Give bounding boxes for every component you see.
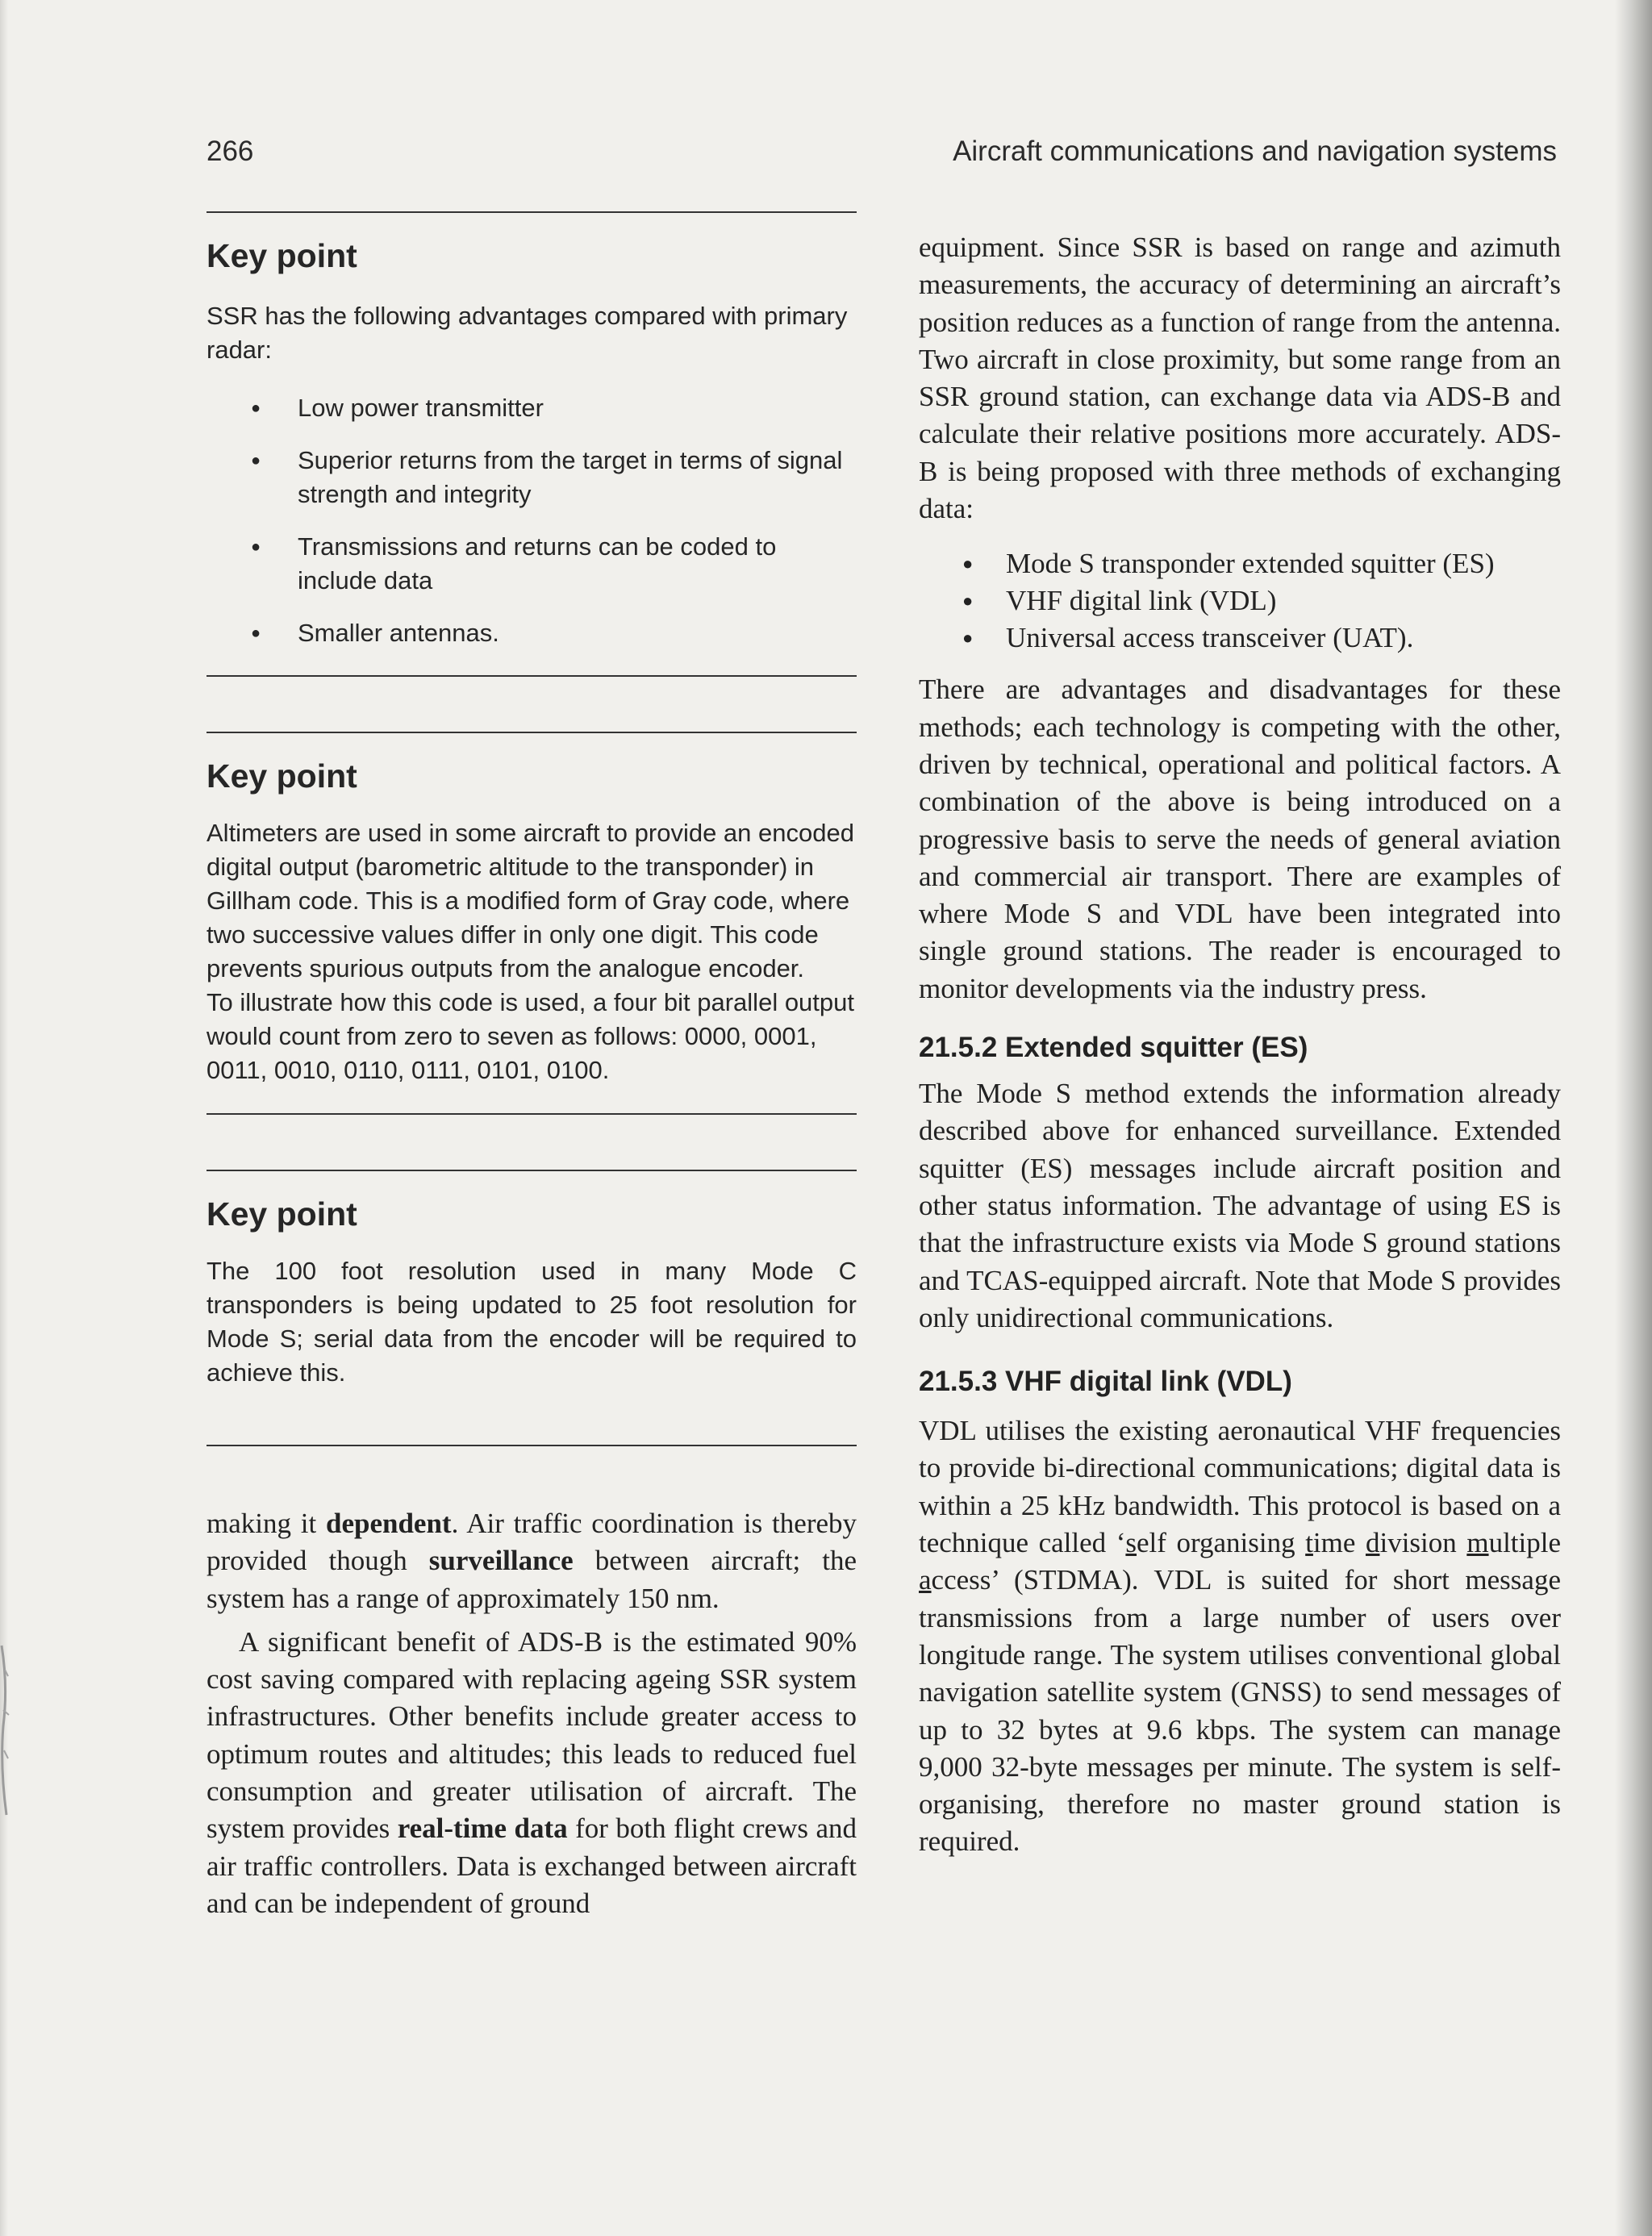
body-paragraph [206, 1624, 857, 1922]
key-point-title: Key point [206, 757, 357, 795]
key-point-text-2: To illustrate how this code is used, a four bit parallel output would count from zero to seven as follows: 0000, 0001, 0011, 0010, 0110, 0111, 0101, 0100. [206, 988, 855, 1084]
text-run: between aircraft; the system has a range of approximately 150 nm. [206, 1545, 857, 1614]
running-title: Aircraft communications and navigation systems [953, 136, 1557, 167]
text-run: ccess’ (STDMA). VDL is suited for short message transmissions from a large number of users over longitude range. The system utilises conventional global navigation satellite system (GNSS) to send messages of up to 32 bytes at 9.6 kbps. The system can manage 9,000 32-byte messages per minute. The system is self-organising, therefore no master ground station is required. [919, 1564, 1561, 1858]
body-paragraph: The Mode S method extends the information already described above for enhanced surveillance. Extended squitter (ES) messages include aircraft position and other status information. The advantage of using ES is that the infrastructure exists via Mode S ground stations and TCAS-equipped aircraft. Note that Mode S provides only unidirectional communications. [919, 1078, 1561, 1333]
page-number: 266 [206, 136, 254, 167]
ads-b-methods-list [919, 545, 1561, 657]
key-point-bottom-rule [206, 675, 857, 677]
right-column [919, 229, 1561, 1861]
body-paragraph: equipment. Since SSR is based on range and azimuth measurements, the accuracy of determining an aircraft’s position reduces as a function of range from the antenna. Two aircraft in close proximity, but some range from an SSR ground station, can exchange data via ADS-B and calculate their relative positions more accurately. ADS-B is being proposed with three methods of exchanging data: [919, 232, 1561, 525]
key-point-top-rule [206, 1170, 857, 1171]
key-point-box-1 [206, 211, 857, 677]
list-item: ● Smaller antennas. [206, 616, 857, 650]
left-column [206, 211, 857, 1922]
text-run: VDL utilises the existing aeronautical VHF frequencies to provide bi-directional communications; digital data is within a 25 kHz bandwidth. This protocol is based on a technique called ‘ [919, 1415, 1561, 1559]
key-point-top-rule [206, 732, 857, 733]
key-point-text: Altimeters are used in some aircraft to provide an encoded digital output (barometric altitude to the transponder) in Gillham code. This is a modified form of Gray code, where two successive values differ in only one digit. This code prevents spurious outputs from the analogue encoder. [206, 819, 854, 982]
key-point-box-3 [206, 1170, 857, 1446]
bold-term-surveillance: surveillance [428, 1545, 574, 1577]
key-point-intro: SSR has the following advantages compared with primary radar: [206, 302, 848, 364]
key-point-title: Key point [206, 1195, 357, 1233]
list-item: ● Universal access transceiver (UAT). [919, 619, 1561, 657]
section-heading-extended-squitter: 21.5.2 Extended squitter (ES) [919, 1032, 1308, 1064]
bold-term-real-time-data: real-time data [397, 1813, 568, 1845]
list-item: ● Transmissions and returns can be coded to include data [206, 530, 857, 598]
key-point-title: Key point [206, 237, 357, 274]
key-point-text: The 100 foot resolution used in many Mode C transponders is being updated to 25 foot resolution for Mode S; serial data from the encoder will be required to achieve this. [206, 1257, 857, 1387]
page-left-edge-shadow [0, 0, 8, 2236]
text-run: ivision [1379, 1527, 1467, 1559]
text-run: for both flight crews and air traffic controllers. Data is exchanged between aircraft and can be independent of ground [206, 1813, 857, 1919]
list-item: ● Mode S transponder extended squitter (ES) [919, 545, 1561, 582]
text-run: elf organising [1137, 1527, 1306, 1559]
binding-shadow [1615, 0, 1652, 2236]
text-run: . Air traffic coordination is thereby provided though [206, 1508, 857, 1577]
page-header [206, 136, 1557, 184]
body-paragraph [919, 1412, 1561, 1861]
key-point-bottom-rule [206, 1445, 857, 1446]
underlined-letter: d [1365, 1527, 1380, 1559]
underlined-letter: s [1125, 1527, 1137, 1559]
underlined-letter: a [919, 1564, 932, 1596]
library-stamp-fragment [0, 1637, 11, 1823]
list-item: ● VHF digital link (VDL) [919, 582, 1561, 619]
list-item: ● Low power transmitter [206, 391, 857, 425]
underlined-letter: t [1305, 1527, 1313, 1559]
key-point-top-rule [206, 211, 857, 213]
list-item: ● Superior returns from the target in terms of signal strength and integrity [206, 444, 857, 511]
body-paragraph [206, 1505, 857, 1617]
underlined-letter: m [1466, 1527, 1489, 1559]
key-point-bottom-rule [206, 1113, 857, 1115]
text-run: making it [206, 1508, 326, 1539]
body-paragraph: There are advantages and disadvantages for these methods; each technology is competing with the other, driven by technical, operational and political factors. A combination of the above is being introduced on a progressive basis to serve the needs of general aviation and commercial air transport. There are examples of where Mode S and VDL have been integrated into single ground stations. The reader is encouraged to monitor developments via the industry press. [919, 674, 1561, 1004]
text-run: A significant benefit of ADS-B is the estimated 90% cost saving compared with replacing ageing SSR system infrastructures. Other benefits include greater access to optimum routes and altitudes; this leads to reduced fuel consumption and greater utilisation of aircraft. The system provides [206, 1625, 857, 1845]
section-heading-vhf-digital-link: 21.5.3 VHF digital link (VDL) [919, 1366, 1292, 1398]
text-run: ime [1312, 1527, 1366, 1559]
key-point-box-2 [206, 732, 857, 1115]
text-run: ultiple [1488, 1527, 1561, 1559]
advantages-list [206, 391, 857, 650]
bold-term-dependent: dependent [326, 1508, 452, 1539]
